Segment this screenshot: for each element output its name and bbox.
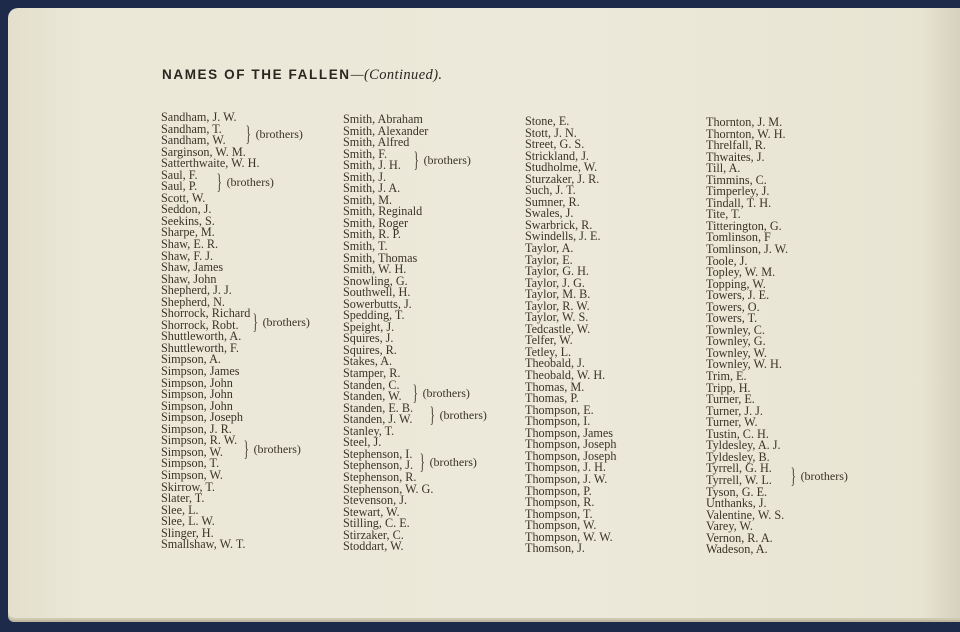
name-entry: Smith, F. [343, 146, 388, 161]
name-entry: Towers, O. [706, 299, 760, 314]
name-entry: Simpson, John [161, 398, 233, 413]
name-entry: Telfer, W. [525, 333, 573, 348]
name-entry: Valentine, W. S. [706, 507, 785, 522]
brothers-brace: } (brothers) [790, 463, 848, 488]
name-entry: Towers, J. E. [706, 288, 770, 303]
name-entry: Towers, T. [706, 311, 758, 326]
name-entry: Tite, T. [706, 207, 741, 222]
name-entry: Scott, W. [161, 190, 206, 205]
name-entry: Topping, W. [706, 276, 766, 291]
brothers-label: (brothers) [422, 385, 470, 400]
name-entry: Stephenson, I. [343, 446, 413, 461]
title-main: NAMES OF THE FALLEN [162, 67, 351, 82]
name-entry: Trim, E. [706, 369, 747, 384]
name-entry: Tindall, T. H. [706, 195, 772, 210]
name-entry: Sowerbutts, J. [343, 296, 412, 311]
name-entry: Theobald, J. [525, 356, 585, 371]
name-entry: Tyldesley, B. [706, 449, 770, 464]
name-entry: Standen, E. B. [343, 400, 414, 415]
name-entry: Thomas, P. [525, 391, 579, 406]
name-entry: Townley, C. [706, 322, 765, 337]
name-entry: Simpson, J. R. [161, 421, 232, 436]
name-entry: Smith, M. [343, 192, 393, 207]
brothers-brace: } (brothers) [419, 449, 477, 474]
brothers-brace: } (brothers) [243, 436, 301, 461]
name-entry: Smith, J. A. [343, 181, 401, 196]
name-entry: Spedding, T. [343, 308, 405, 323]
page-fold-shadow [920, 8, 960, 618]
name-entry: Townley, G. [706, 334, 766, 349]
brothers-label: (brothers) [429, 454, 477, 469]
name-entry: Simpson, T. [161, 456, 220, 471]
name-entry: Thompson, J. W. [525, 471, 608, 486]
name-entry: Turner, J. J. [706, 403, 763, 418]
name-entry: Taylor, A. [525, 241, 574, 256]
name-entry: Seekins, S. [161, 213, 215, 228]
name-entry: Shaw, John [161, 271, 217, 286]
name-entry: Turner, W. [706, 415, 758, 430]
name-entry: Stirzaker, C. [343, 527, 404, 542]
name-entry: Smith, Roger [343, 215, 409, 230]
name-entry: Smith, W. H. [343, 262, 407, 277]
name-entry: Simpson, W. [161, 467, 223, 482]
name-entry: Sandham, T. [161, 121, 222, 136]
name-entry: Sandham, J. W. [161, 110, 237, 124]
name-entry: Thompson, W. W. [525, 529, 613, 544]
name-entry: Stephenson, R. [343, 469, 417, 484]
name-entry: Tripp, H. [706, 380, 751, 395]
name-entry: Wadeson, A. [706, 542, 768, 557]
brothers-label: (brothers) [226, 174, 274, 189]
name-entry: Smith, Alfred [343, 135, 410, 150]
name-entry: Studholme, W. [525, 160, 598, 175]
name-entry: Squires, R. [343, 342, 397, 357]
name-entry: Sarginson, W. M. [161, 144, 246, 159]
name-entry: Stamper, R. [343, 366, 401, 381]
name-entry: Sturzaker, J. R. [525, 171, 600, 186]
name-entry: Taylor, J. G. [525, 275, 585, 290]
name-entry: Simpson, A. [161, 352, 221, 367]
name-entry: Smith, Alexander [343, 123, 429, 138]
name-entry: Stoddart, W. [343, 539, 404, 554]
name-entry: Smith, J. H. [343, 158, 401, 173]
name-entry: Shorrock, Richard [161, 306, 251, 321]
name-entry: Standen, C. [343, 377, 400, 392]
name-entry: Sumner, R. [525, 194, 580, 209]
name-entry: Thornton, J. M. [706, 115, 783, 129]
name-entry: Saul, P. [161, 179, 198, 194]
name-entry: Thwaites, J. [706, 149, 765, 164]
name-entry: Tomlinson, J. W. [706, 242, 789, 257]
name-entry: Simpson, John [161, 375, 233, 390]
names-column-2 [343, 114, 433, 553]
brothers-brace: } (brothers) [216, 169, 274, 194]
name-entry: Shaw, James [161, 260, 224, 275]
name-entry: Southwell, H. [343, 285, 411, 300]
name-entry: Street, G. S. [525, 137, 585, 152]
name-entry: Thompson, Joseph [525, 437, 617, 452]
name-entry: Tetley, L. [525, 344, 572, 359]
name-entry: Thomas, M. [525, 379, 585, 394]
name-entry: Turner, E. [706, 392, 755, 407]
name-entry: Strickland, J. [525, 148, 589, 163]
name-entry: Toole, J. [706, 253, 748, 268]
name-entry: Tyldesley, A. J. [706, 438, 781, 453]
name-entry: Standen, W. [343, 389, 402, 404]
name-entry: Varey, W. [706, 519, 753, 534]
name-entry: Tyrrell, W. L. [706, 472, 772, 487]
name-entry: Skirrow, T. [161, 479, 215, 494]
name-entry: Tyrrell, G. H. [706, 461, 772, 476]
name-entry: Squires, J. [343, 331, 394, 346]
name-entry: Simpson, John [161, 387, 233, 402]
name-entry: Taylor, W. S. [525, 310, 589, 325]
name-entry: Steel, J. [343, 435, 382, 450]
name-entry: Timmins, C. [706, 172, 767, 187]
brothers-label: (brothers) [439, 407, 487, 422]
name-entry: Thompson, James [525, 425, 614, 440]
name-entry: Thompson, P. [525, 483, 592, 498]
name-entry: Smith, T. [343, 239, 388, 254]
name-entry: Slater, T. [161, 491, 205, 506]
name-entry: Stott, J. N. [525, 125, 577, 140]
name-entry: Thompson, W. [525, 518, 597, 533]
name-entry: Such, J. T. [525, 183, 576, 198]
brothers-brace: } (brothers) [245, 121, 303, 146]
name-entry: Shuttleworth, A. [161, 329, 242, 344]
name-entry: Stone, E. [525, 114, 570, 128]
name-entry: Saul, F. [161, 167, 198, 182]
name-entry: Swindells, J. E. [525, 229, 601, 244]
name-entry: Thompson, E. [525, 402, 594, 417]
name-entry: Smith, Thomas [343, 250, 418, 265]
name-entry: Stephenson, J. [343, 458, 414, 473]
name-entry: Stewart, W. [343, 504, 400, 519]
name-entry: Timperley, J. [706, 184, 770, 199]
name-entry: Snowling, G. [343, 273, 408, 288]
name-entry: Theobald, W. H. [525, 368, 606, 383]
name-entry: Taylor, E. [525, 252, 573, 267]
name-entry: Tedcastle, W. [525, 321, 591, 336]
name-entry: Simpson, Joseph [161, 410, 243, 425]
name-entry: Unthanks, J. [706, 496, 767, 511]
name-entry: Smith, Abraham [343, 112, 423, 126]
title-continued: —(Continued). [350, 67, 443, 83]
name-entry: Speight, J. [343, 319, 395, 334]
name-entry: Stakes, A. [343, 354, 393, 369]
name-entry: Swales, J. [525, 206, 574, 221]
name-entry: Till, A. [706, 161, 741, 176]
name-entry: Standen, J. W. [343, 412, 413, 427]
name-entry: Titterington, G. [706, 218, 782, 233]
name-entry: Shorrock, Robt. [161, 317, 239, 332]
brothers-label: (brothers) [253, 441, 301, 456]
name-entry: Simpson, R. W. [161, 433, 238, 448]
name-entry: Taylor, G. H. [525, 264, 589, 279]
name-entry: Thornton, W. H. [706, 126, 786, 141]
brothers-label: (brothers) [800, 468, 848, 483]
brothers-brace: } (brothers) [413, 147, 471, 172]
name-entry: Stephenson, W. G. [343, 481, 434, 496]
brothers-label: (brothers) [262, 314, 310, 329]
name-entry: Shepherd, J. J. [161, 283, 232, 298]
name-entry: Simpson, James [161, 364, 240, 379]
name-entry: Tomlinson, F [706, 230, 771, 245]
names-column-3 [525, 116, 616, 555]
name-entry: Smallshaw, W. T. [161, 537, 246, 552]
name-entry: Thomson, J. [525, 541, 585, 556]
name-entry: Shaw, F. J. [161, 248, 214, 263]
name-entry: Thompson, I. [525, 414, 591, 429]
book-page [8, 8, 960, 618]
name-entry: Townley, W. [706, 345, 767, 360]
name-entry: Tyson, G. E. [706, 484, 768, 499]
name-entry: Stanley, T. [343, 423, 395, 438]
name-entry: Thompson, T. [525, 506, 593, 521]
name-entry: Smith, R. P. [343, 227, 401, 242]
name-entry: Townley, W. H. [706, 357, 782, 372]
brothers-label: (brothers) [423, 152, 471, 167]
name-entry: Shuttleworth, F. [161, 340, 239, 355]
name-entry: Seddon, J. [161, 202, 212, 217]
brothers-brace: } (brothers) [412, 380, 470, 405]
name-entry: Thompson, J. H. [525, 460, 606, 475]
name-entry: Stilling, C. E. [343, 516, 410, 531]
brothers-brace: } (brothers) [252, 309, 310, 334]
page-title [162, 67, 442, 84]
name-entry: Shepherd, N. [161, 294, 225, 309]
brothers-label: (brothers) [255, 126, 303, 141]
name-entry: Simpson, W. [161, 444, 223, 459]
name-entry: Threlfall, R. [706, 138, 766, 153]
name-entry: Sandham, W. [161, 133, 226, 148]
name-entry: Swarbrick, R. [525, 217, 593, 232]
name-entry: Taylor, M. B. [525, 287, 591, 302]
name-entry: Slee, L. W. [161, 514, 215, 529]
name-entry: Stevenson, J. [343, 493, 407, 508]
names-column-4 [706, 117, 788, 556]
name-entry: Thompson, Joseph [525, 448, 617, 463]
name-entry: Satterthwaite, W. H. [161, 156, 260, 171]
name-entry: Tustin, C. H. [706, 426, 769, 441]
name-entry: Smith, J. [343, 169, 387, 184]
name-entry: Sharpe, M. [161, 225, 215, 240]
brothers-brace: } (brothers) [429, 402, 487, 427]
name-entry: Thompson, R. [525, 495, 595, 510]
name-entry: Shaw, E. R. [161, 237, 219, 252]
name-entry: Vernon, R. A. [706, 530, 773, 545]
name-entry: Taylor, R. W. [525, 298, 590, 313]
name-entry: Topley, W. M. [706, 265, 776, 280]
name-entry: Slee, L. [161, 502, 199, 517]
name-entry: Slinger, H. [161, 525, 214, 540]
name-entry: Smith, Reginald [343, 204, 423, 219]
